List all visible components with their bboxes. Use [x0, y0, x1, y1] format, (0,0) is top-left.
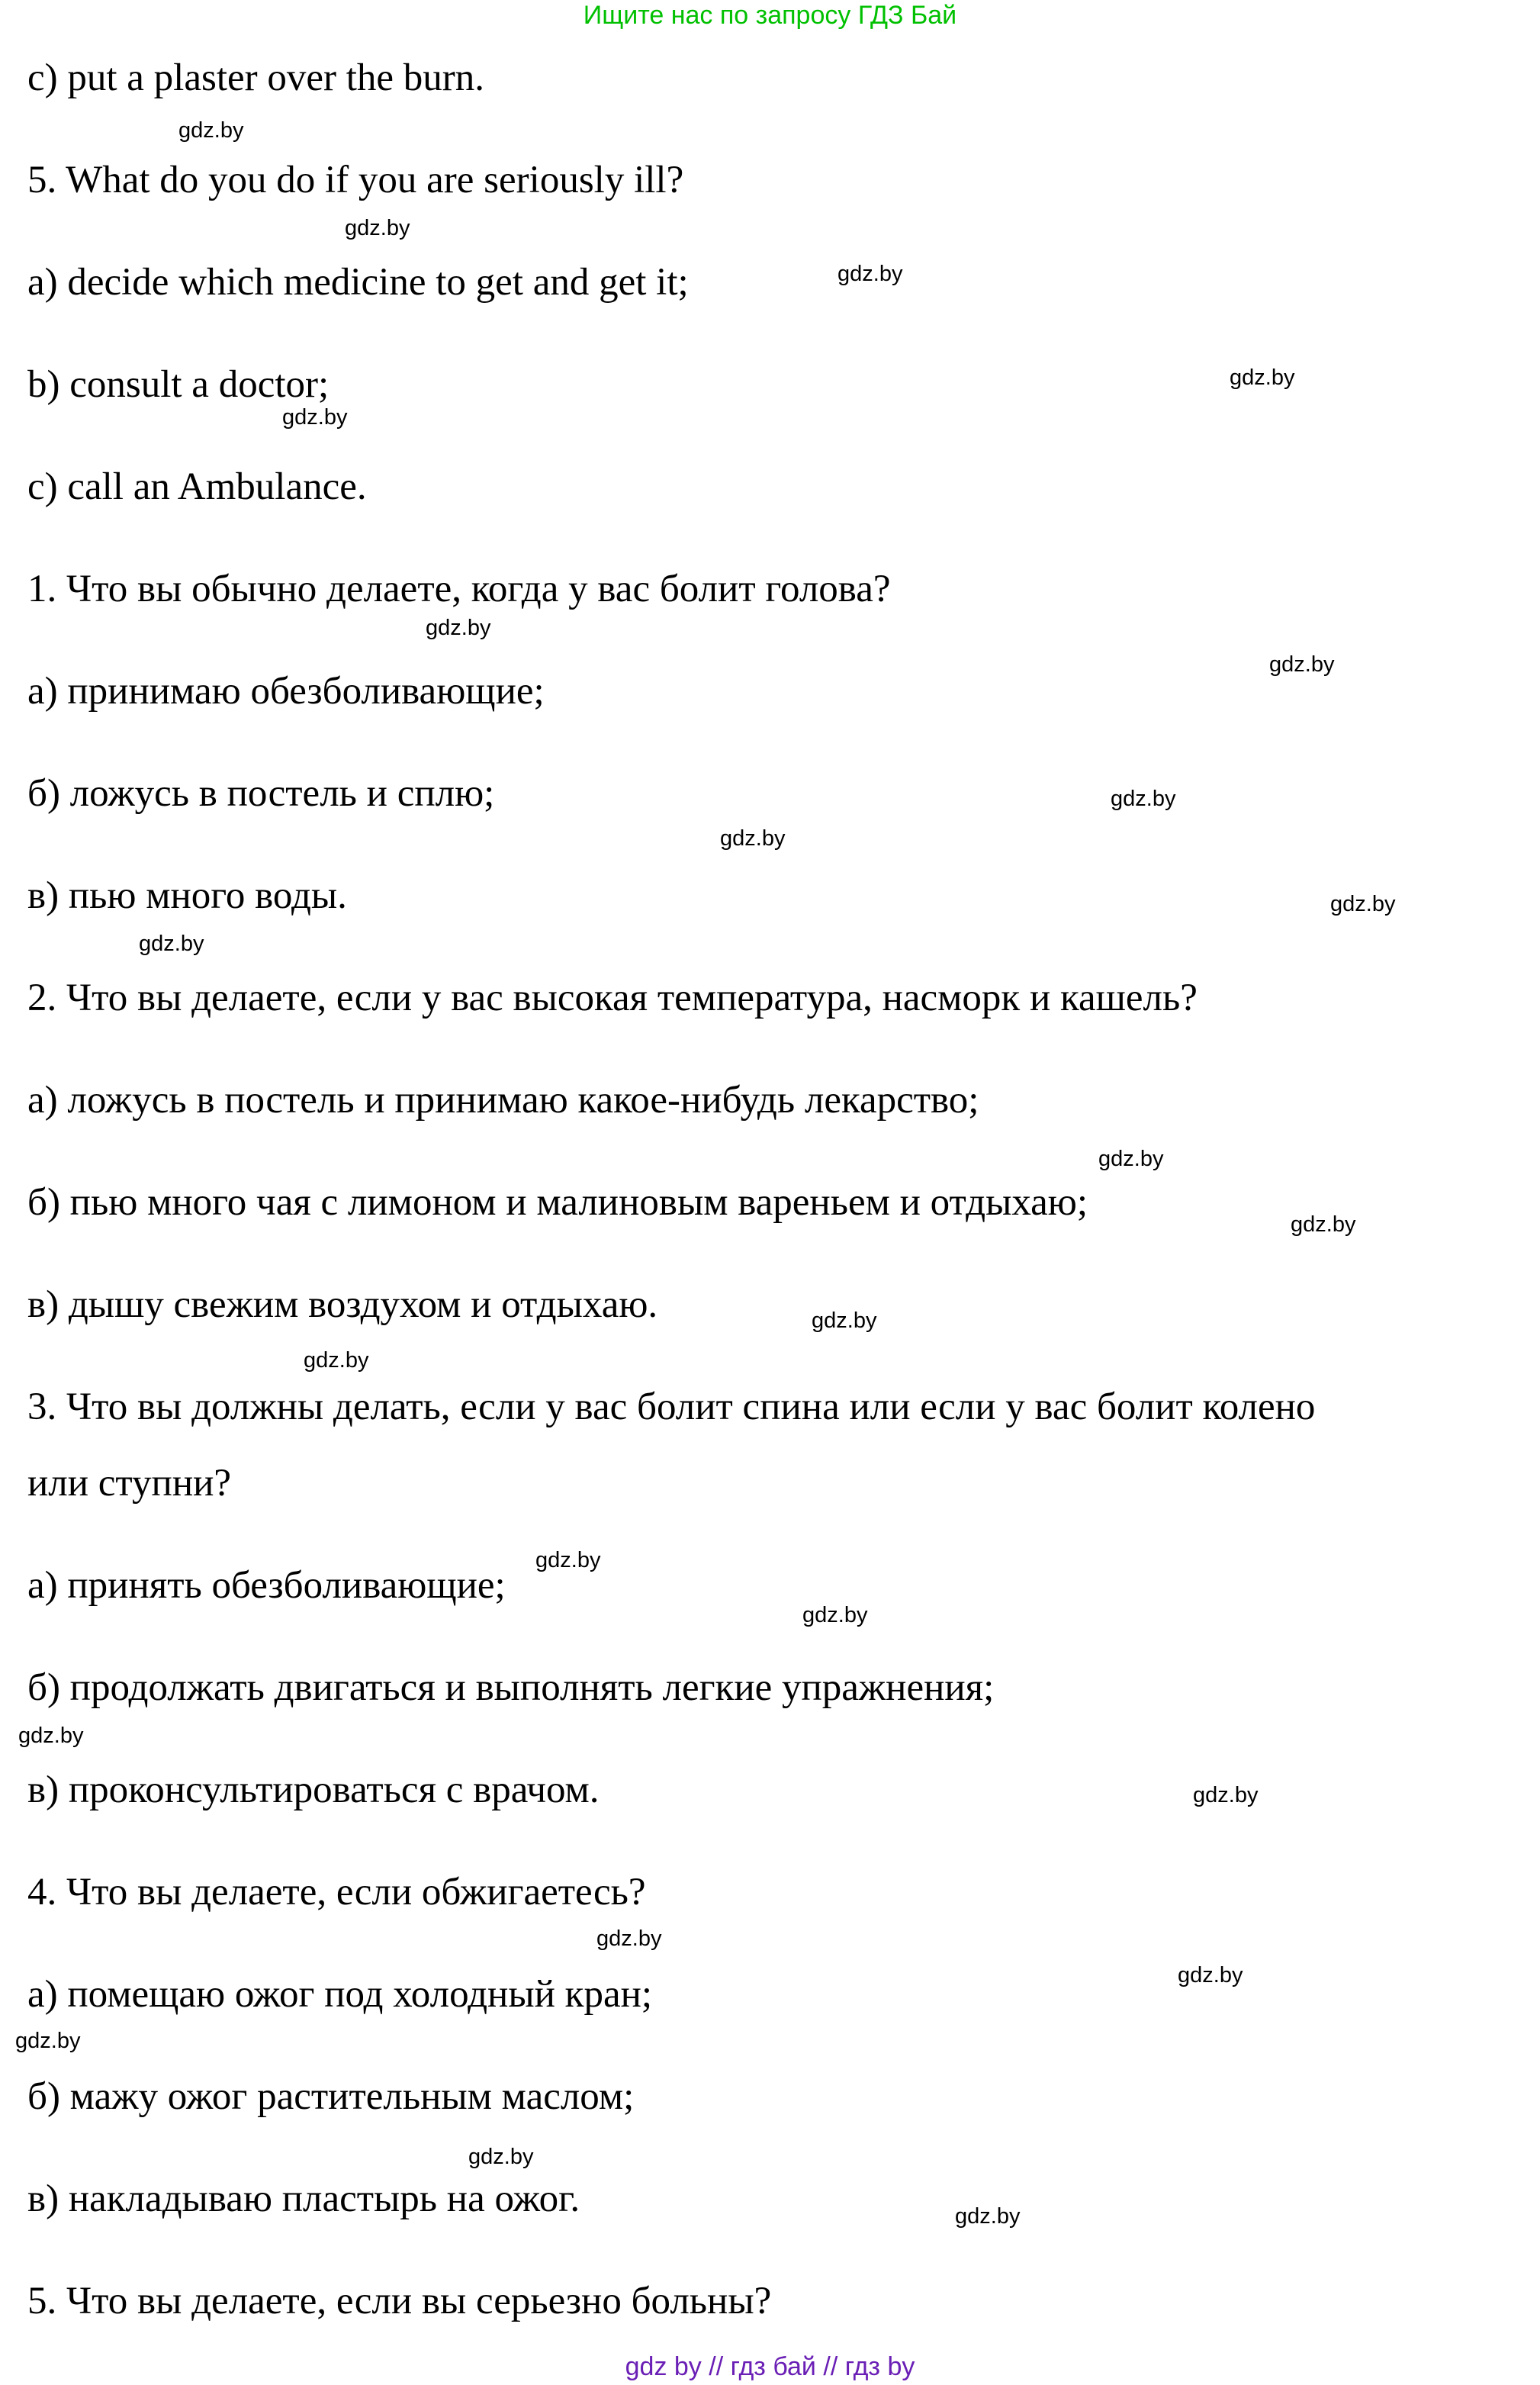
footer-banner: gdz by // гдз бай // гдз by [625, 2352, 915, 2381]
watermark: gdz.by [304, 1348, 369, 1373]
watermark: gdz.by [812, 1308, 877, 1333]
watermark: gdz.by [1291, 1212, 1356, 1237]
watermark: gdz.by [18, 1724, 84, 1748]
answer-line: c) put a plaster over the burn. [27, 56, 485, 99]
watermark: gdz.by [596, 1926, 662, 1951]
answer-line: б) продолжать двигаться и выполнять легкие упражнения; [27, 1666, 995, 1709]
answer-line: a) decide which medicine to get and get it; [27, 261, 689, 304]
question-line: 3. Что вы должны делать, если у вас болит спина или если у вас болит колено [27, 1386, 1316, 1428]
answer-line: а) ложусь в постель и принимаю какое-нибудь лекарство; [27, 1079, 979, 1122]
watermark: gdz.by [1193, 1783, 1259, 1807]
question-line: или ступни? [27, 1462, 232, 1505]
question-line: 1. Что вы обычно делаете, когда у вас болит голова? [27, 568, 891, 610]
watermark: gdz.by [838, 262, 903, 286]
answer-line: b) consult a doctor; [27, 363, 330, 406]
watermark: gdz.by [955, 2204, 1021, 2229]
answer-line: c) call an Ambulance. [27, 465, 367, 508]
watermark: gdz.by [139, 932, 204, 956]
watermark: gdz.by [426, 616, 491, 640]
watermark: gdz.by [282, 405, 348, 430]
answer-line: в) проконсультироваться с врачом. [27, 1769, 600, 1811]
answer-line: а) принимаю обезболивающие; [27, 670, 545, 713]
answer-line: б) ложусь в постель и сплю; [27, 772, 495, 815]
watermark: gdz.by [1178, 1963, 1243, 1988]
answer-line: б) мажу ожог растительным маслом; [27, 2075, 635, 2118]
question-line: 4. Что вы делаете, если обжигаетесь? [27, 1871, 646, 1913]
watermark: gdz.by [468, 2145, 534, 2169]
answer-line: в) пью много воды. [27, 874, 347, 917]
question-line: 5. Что вы делаете, если вы серьезно больны? [27, 2280, 772, 2322]
question-line: 2. Что вы делаете, если у вас высокая температура, насморк и кашель? [27, 977, 1198, 1019]
answer-line: б) пью много чая с лимоном и малиновым вареньем и отдыхаю; [27, 1181, 1088, 1224]
watermark: gdz.by [1111, 787, 1176, 811]
watermark: gdz.by [720, 826, 786, 851]
watermark: gdz.by [1098, 1147, 1164, 1171]
watermark: gdz.by [535, 1548, 601, 1572]
answer-line: а) принять обезболивающие; [27, 1564, 506, 1607]
question-line: 5. What do you do if you are seriously ill? [27, 159, 684, 201]
answer-line: в) дышу свежим воздухом и отдыхаю. [27, 1283, 658, 1326]
watermark: gdz.by [178, 118, 244, 143]
watermark: gdz.by [1230, 365, 1295, 390]
watermark: gdz.by [802, 1603, 868, 1627]
header-banner: Ищите нас по запросу ГДЗ Бай [583, 1, 957, 30]
watermark: gdz.by [1269, 652, 1335, 677]
watermark: gdz.by [345, 216, 410, 240]
watermark: gdz.by [15, 2029, 81, 2053]
answer-line: а) помещаю ожог под холодный кран; [27, 1973, 653, 2016]
answer-line: в) накладываю пластырь на ожог. [27, 2177, 580, 2220]
watermark: gdz.by [1330, 892, 1396, 916]
